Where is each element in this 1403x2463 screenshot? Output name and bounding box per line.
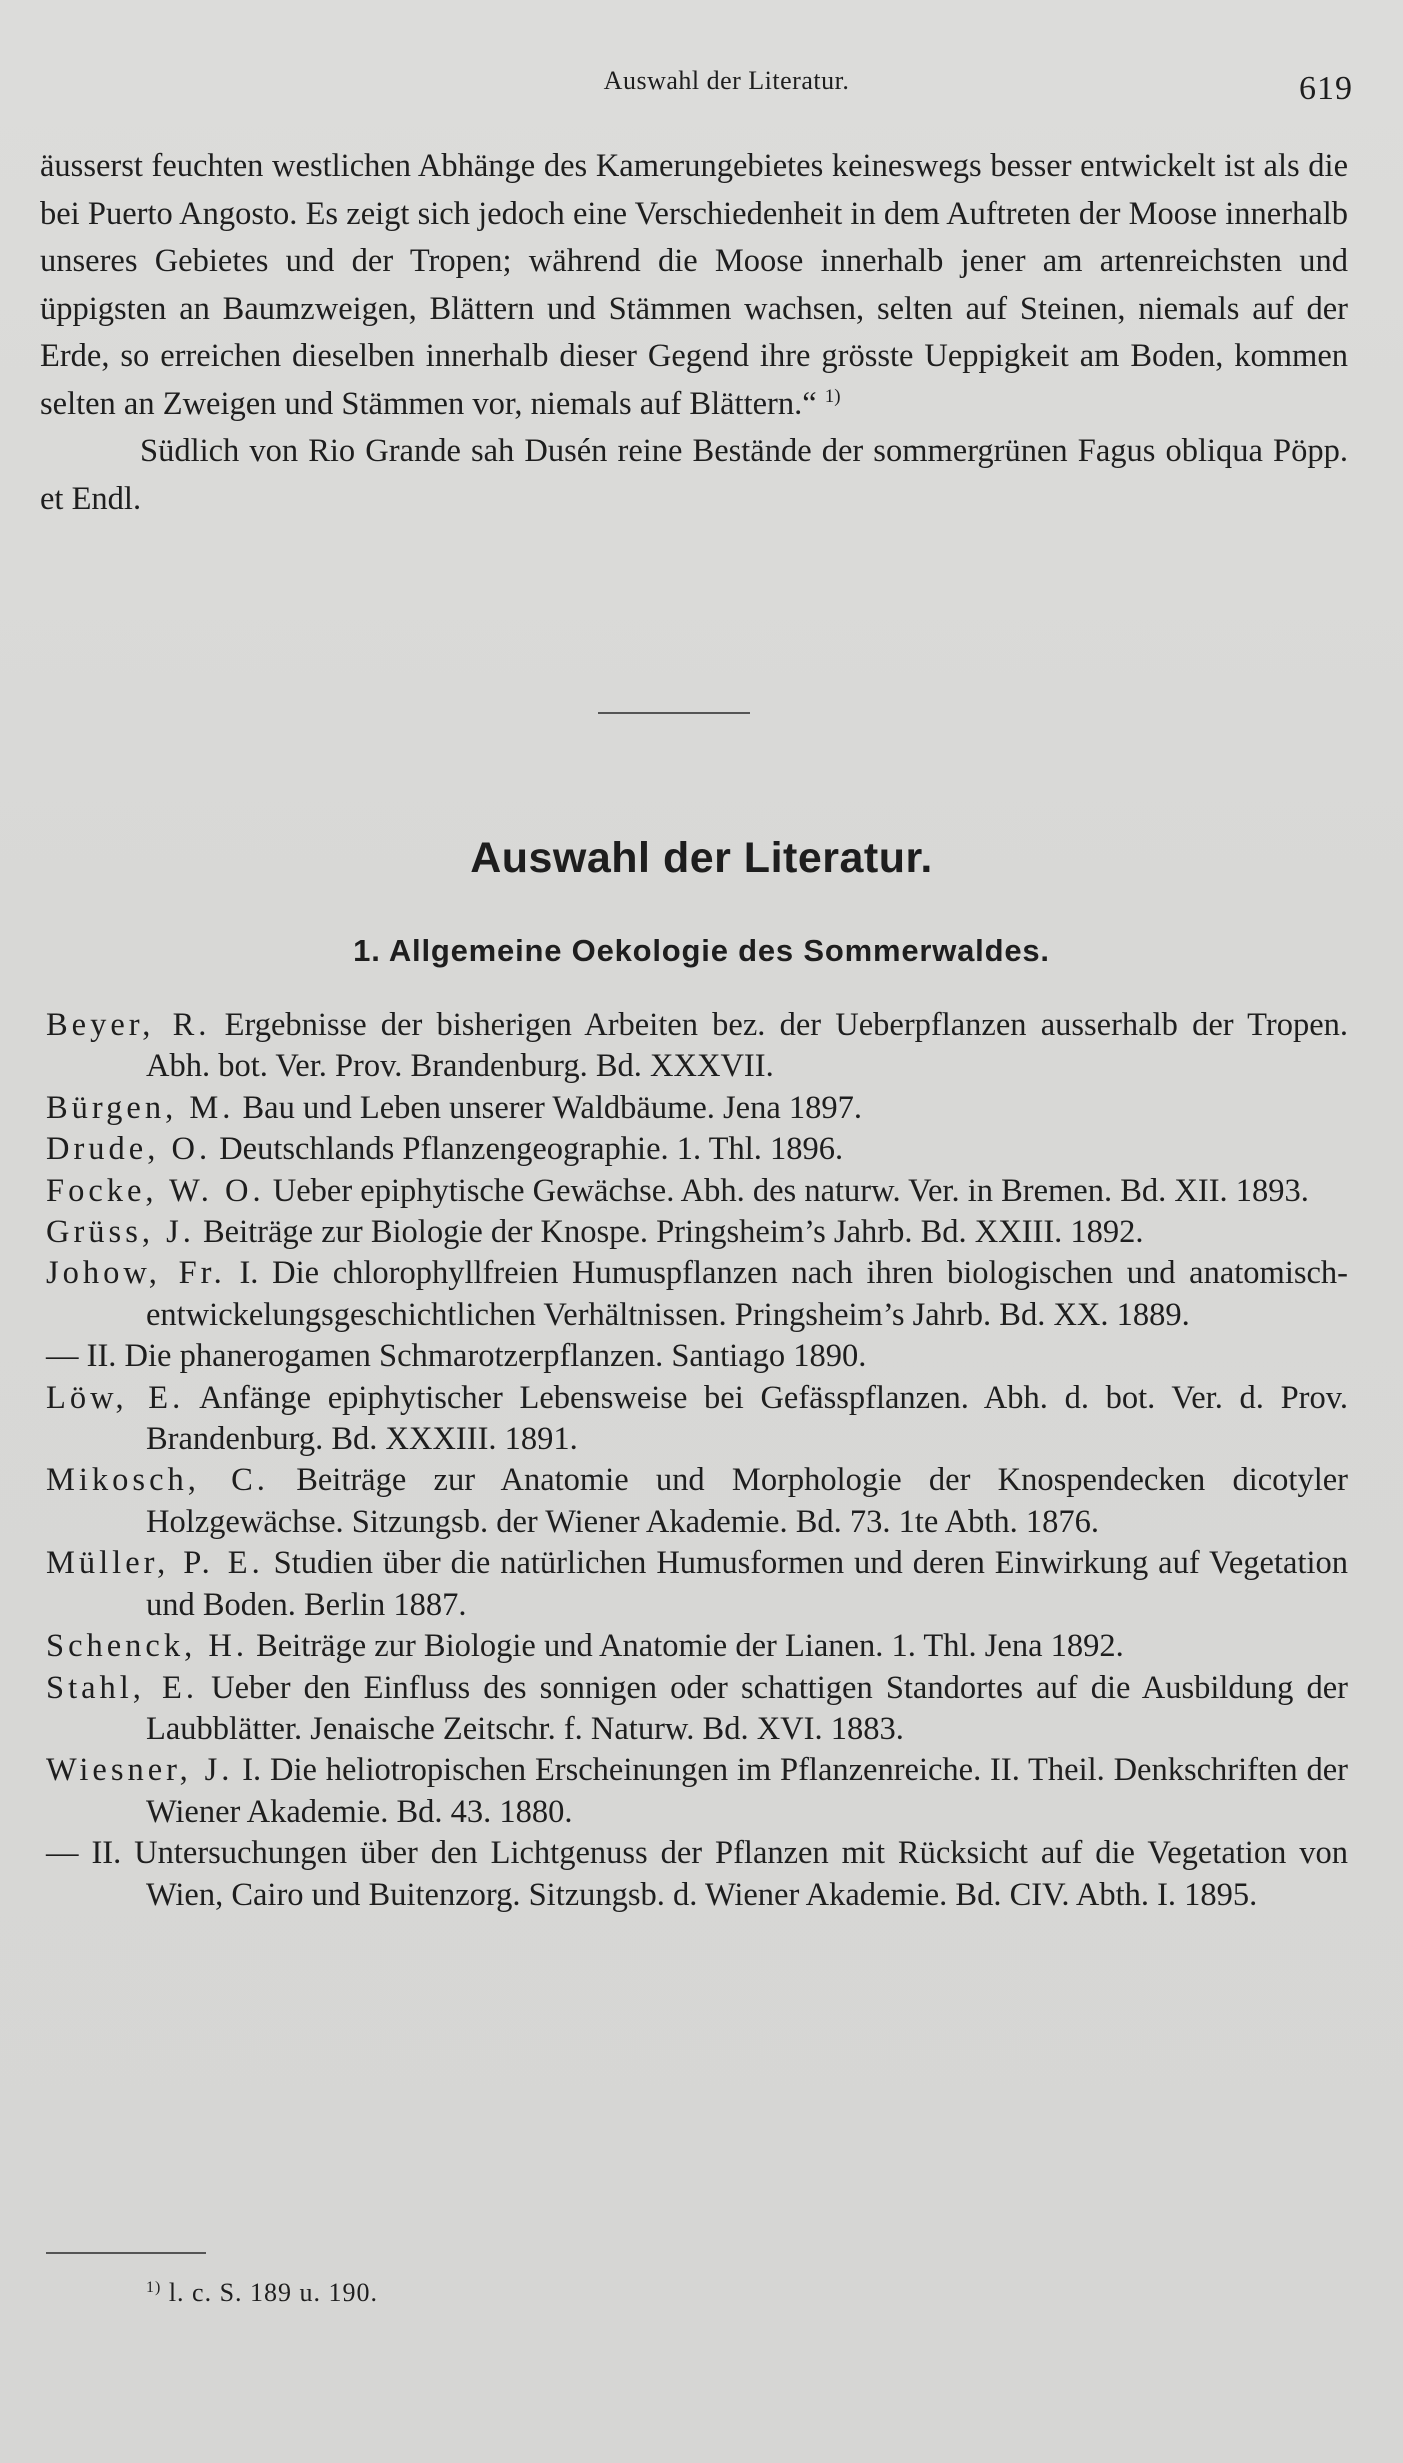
bibliography-entry: [46, 1833, 1348, 1916]
entry-author: Focke, W. O.: [46, 1172, 265, 1209]
entry-author: Bürgen, M.: [46, 1089, 235, 1126]
entry-author: Johow, Fr.: [46, 1255, 226, 1292]
bibliography-entry: [46, 1750, 1348, 1833]
entry-text: Beiträge zur Anatomie und Morphologie der Knospendecken dicotyler Holzgewächse. Sitzungsb. der Wiener Akademie. Bd. 73. 1te Abth. 1876.: [146, 1462, 1348, 1540]
footnote: [146, 2278, 378, 2308]
entry-author: Mikosch, C.: [46, 1462, 269, 1499]
bibliography-entry: [46, 1005, 1348, 1088]
bibliography-entry: [46, 1253, 1348, 1336]
bibliography-entry: [46, 1543, 1348, 1626]
page-number: 619: [1299, 70, 1353, 107]
bibliography-entry: [46, 1088, 1348, 1129]
entry-dash: —: [46, 1338, 79, 1375]
entry-author: Müller, P. E.: [46, 1545, 264, 1582]
bibliography-entry: [46, 1668, 1348, 1751]
bibliography-entry: [46, 1336, 1348, 1377]
entry-text: Ergebnisse der bisherigen Arbeiten bez. der Ueberpflanzen ausserhalb der Tropen. Abh. bot. Ver. Prov. Brandenburg. Bd. XXXVII.: [146, 1007, 1348, 1085]
entry-text: Studien über die natürlichen Humusformen und deren Einwirkung auf Vegetation und Boden. Berlin 1887.: [146, 1545, 1349, 1623]
bibliography-entry: [46, 1129, 1348, 1170]
paragraph-moose: [40, 143, 1348, 428]
bibliography-entry: [46, 1626, 1348, 1667]
entry-author: Stahl, E.: [46, 1669, 199, 1706]
running-title: Auswahl der Literatur.: [603, 66, 850, 95]
running-head: [40, 62, 1353, 107]
entry-author: Beyer, R.: [46, 1007, 211, 1043]
subsection-title: 1. Allgemeine Oekologie des Sommerwaldes.: [353, 933, 1050, 968]
entry-author: Wiesner, J.: [46, 1752, 234, 1789]
entry-author: Drude, O.: [46, 1131, 212, 1168]
entry-text: Ueber epiphytische Gewächse. Abh. des naturw. Ver. in Bremen. Bd. XII. 1893.: [272, 1172, 1309, 1209]
entry-author: Schenck, H.: [46, 1628, 248, 1665]
bibliography-list: [46, 1005, 1348, 1916]
entry-text: II. Untersuchungen über den Lichtgenuss der Pflanzen mit Rücksicht auf die Vegetation von Wien, Cairo und Buitenzorg. Sitzungsb. d. Wiener Akademie. Bd. CIV. Abth. I. 1895.: [91, 1835, 1348, 1913]
entry-text: Beiträge zur Biologie der Knospe. Pringsheim’s Jahrb. Bd. XXIII. 1892.: [203, 1214, 1144, 1251]
paragraph-moose-text: äusserst feuchten westlichen Abhänge des Kamerungebietes keineswegs besser entwickelt ist als die bei Puerto Angosto. Es zeigt sich jedoch eine Verschiedenheit in dem Auftreten der Moose innerhalb unseres Gebietes und der Tropen; während die Moose innerhalb jener am artenreichsten und üppigsten an Baumzweigen, Blättern und Stämmen wachsen, selten auf Steinen, niemals auf der Erde, so erreichen dieselben innerhalb dieser Gegend ihre grösste Ueppigkeit am Boden, kommen selten an Zweigen und Stämmen vor, niemals auf Blättern.“: [40, 148, 1348, 422]
section-title: Auswahl der Literatur.: [470, 834, 933, 882]
entry-dash: —: [46, 1835, 79, 1872]
footnote-marker: 1): [146, 2279, 162, 2296]
footnote-text: l. c. S. 189 u. 190.: [168, 2278, 379, 2307]
entry-author: Grüss, J.: [46, 1214, 195, 1251]
bibliography-entry: [46, 1460, 1348, 1543]
entry-text: I. Die heliotropischen Erscheinungen im Pflanzenreiche. II. Theil. Denkschriften der Wiener Akademie. Bd. 43. 1880.: [146, 1752, 1349, 1830]
entry-text: Deutschlands Pflanzengeographie. 1. Thl. 1896.: [219, 1131, 844, 1168]
entry-author: Löw, E.: [46, 1379, 185, 1416]
entry-text: Beiträge zur Biologie und Anatomie der Lianen. 1. Thl. Jena 1892.: [256, 1628, 1124, 1665]
paragraph-rio-grande: Südlich von Rio Grande sah Dusén reine Bestände der sommergrünen Fagus obliqua Pöpp. et Endl.: [40, 433, 1348, 517]
section-separator: [598, 712, 750, 714]
footnote-rule: [46, 2252, 206, 2254]
footnote-reference: 1): [824, 385, 841, 407]
entry-text: Bau und Leben unserer Waldbäume. Jena 1897.: [242, 1089, 863, 1126]
bibliography-entry: [46, 1378, 1348, 1461]
entry-text: I. Die chlorophyllfreien Humuspflanzen nach ihren biologischen und anatomisch-entwickelungsgeschichtlichen Verhältnissen. Pringsheim’s Jahrb. Bd. XX. 1889.: [146, 1255, 1348, 1333]
body-text: [40, 143, 1348, 523]
entry-text: Anfänge epiphytischer Lebensweise bei Gefässpflanzen. Abh. d. bot. Ver. d. Prov. Brandenburg. Bd. XXXIII. 1891.: [146, 1379, 1348, 1458]
bibliography-entry: [46, 1171, 1348, 1212]
bibliography-entry: [46, 1212, 1348, 1253]
entry-text: II. Die phanerogamen Schmarotzerpflanzen. Santiago 1890.: [86, 1338, 867, 1375]
entry-text: Ueber den Einfluss des sonnigen oder schattigen Standortes auf die Ausbildung der Laubblätter. Jenaische Zeitschr. f. Naturw. Bd. XVI. 1883.: [146, 1669, 1349, 1747]
